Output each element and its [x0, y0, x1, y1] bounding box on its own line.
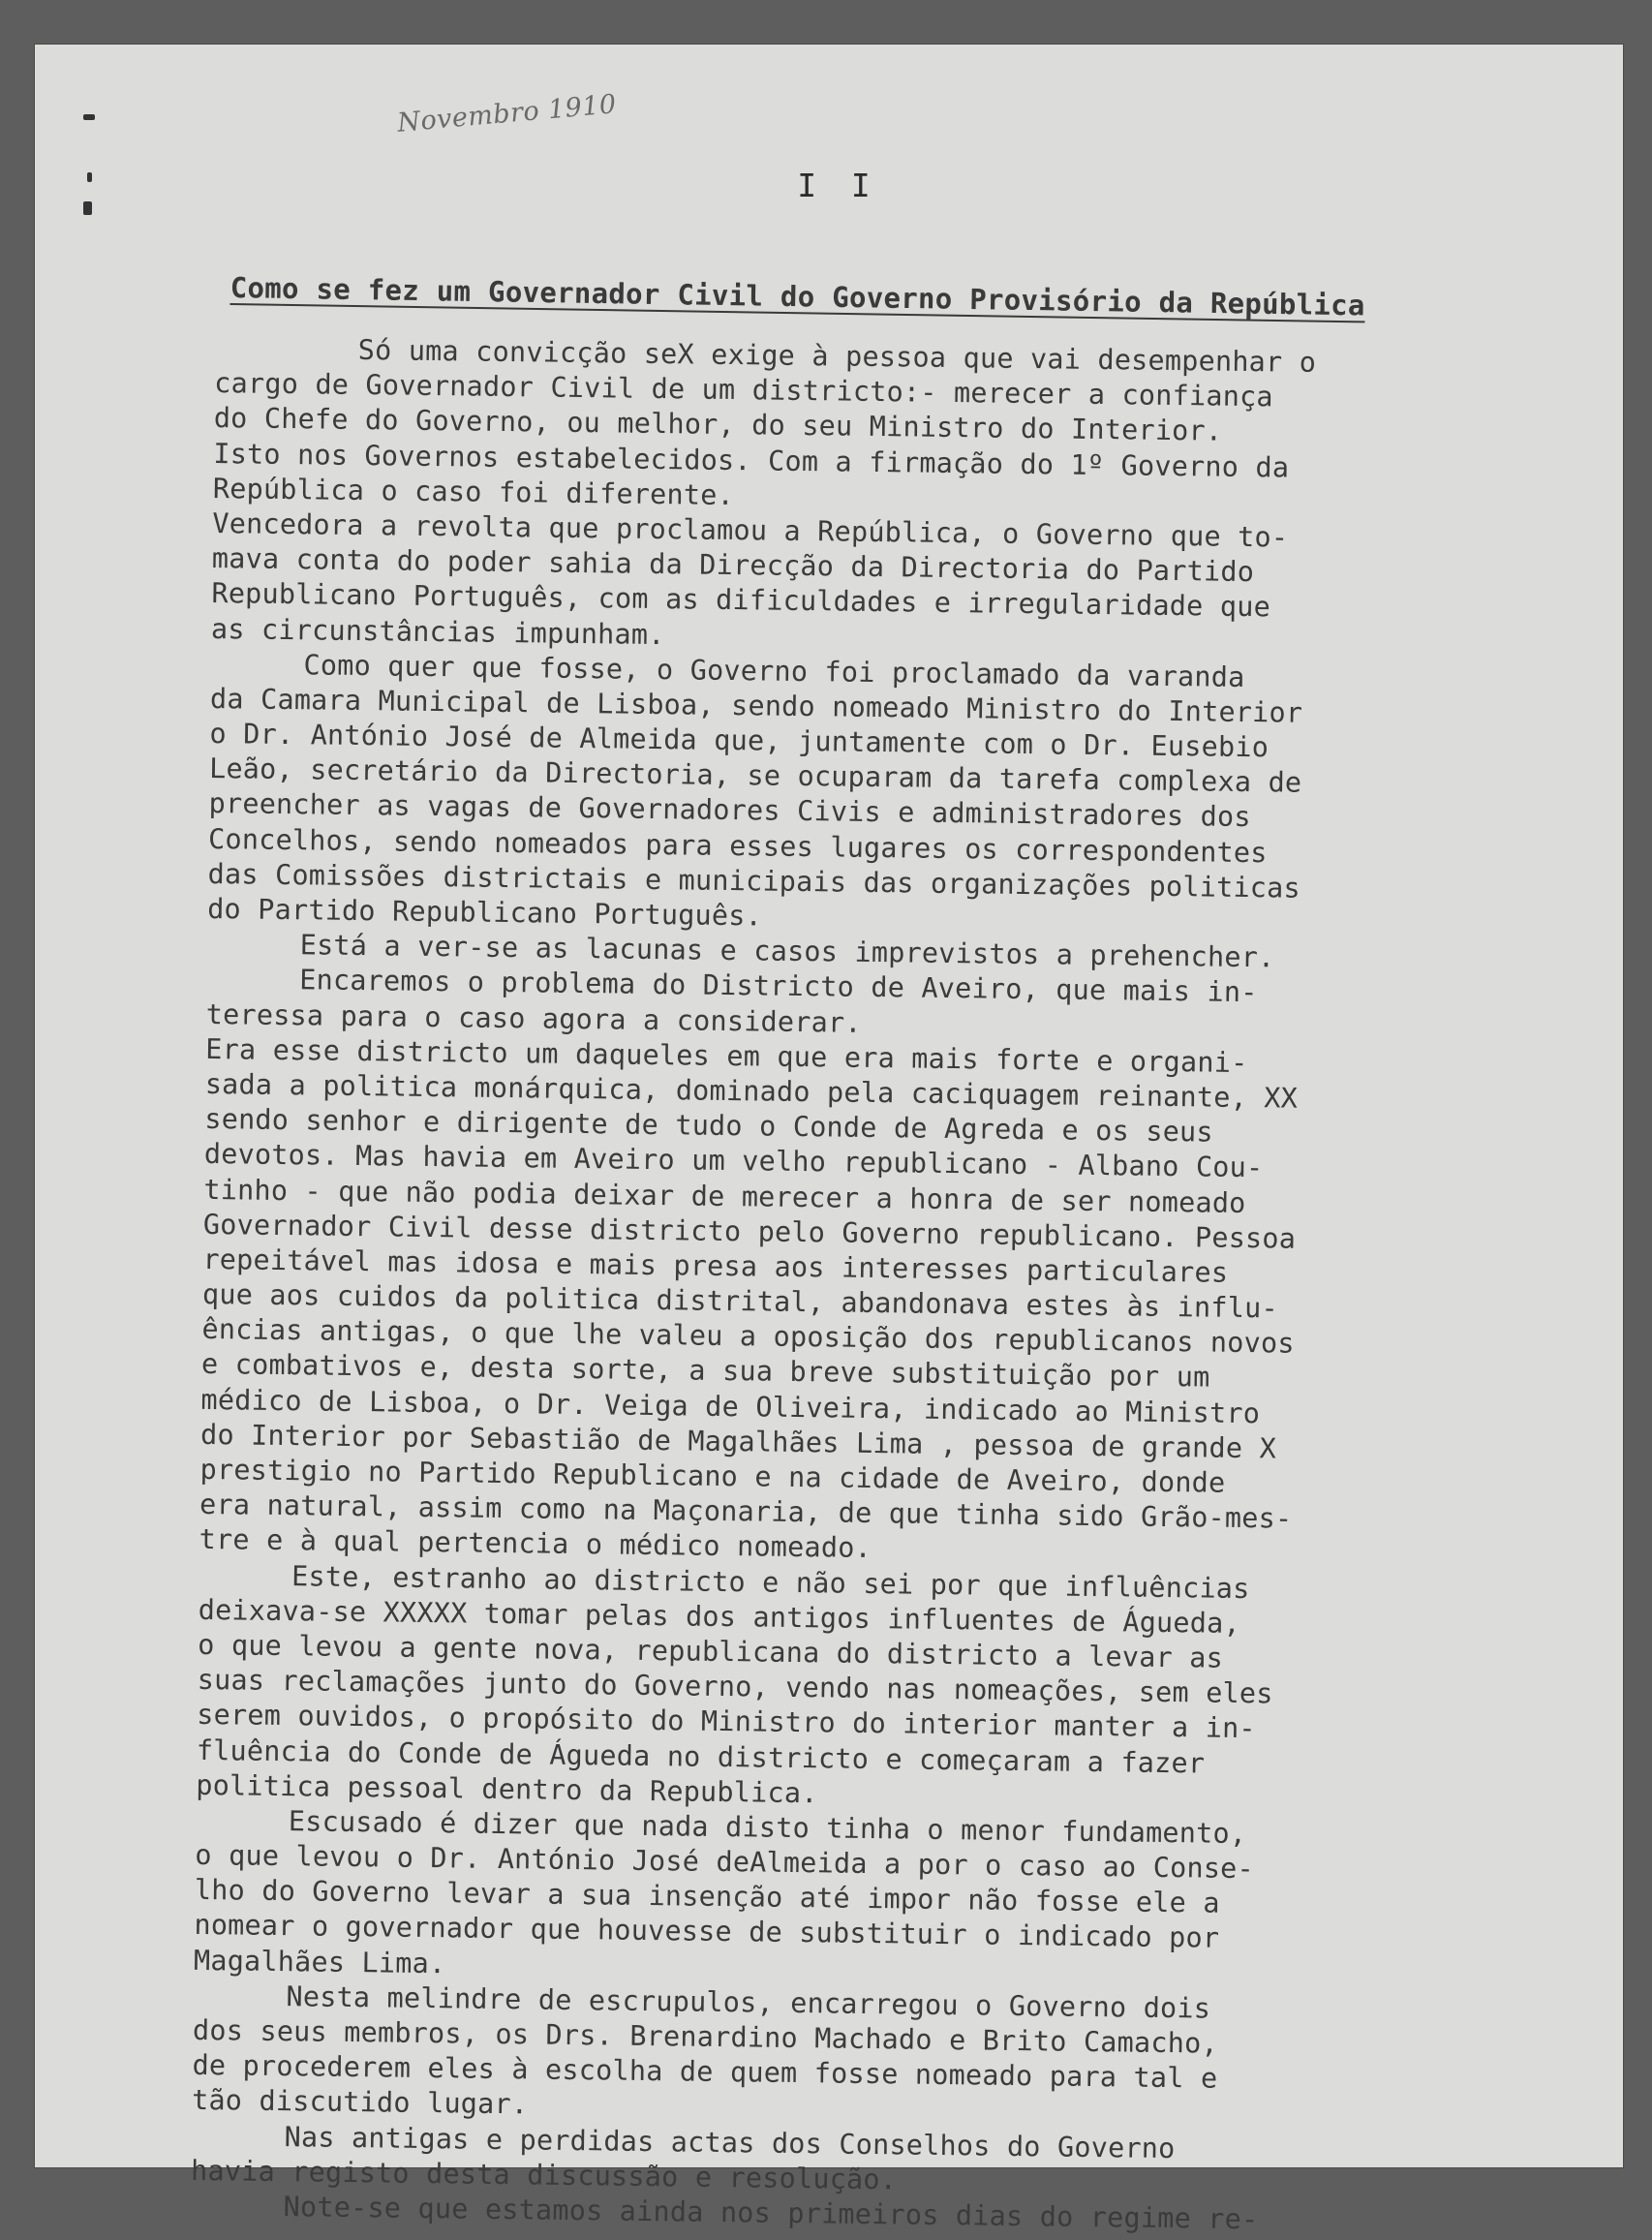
text-line: sendo senhor e dirigente de tudo o Conde de Agreda e os seus [204, 1103, 1213, 1149]
text-line: Leão, secretário da Directoria, se ocuparam da tarefa complexa de [208, 752, 1302, 799]
text-line: tinho - que não podia deixar de merecer a honra de ser nomeado [203, 1173, 1246, 1219]
text-line: Está a ver-se as lacunas e casos imprevistos a prehencher. [299, 929, 1275, 974]
text-line: Era esse districto um daqueles em que era mais forte e organi- [205, 1032, 1248, 1079]
handwritten-date-note: Novembro 1910 [396, 89, 618, 138]
text-line: médico de Lisboa, o Dr. Veiga de Oliveira, indicado ao Ministro [200, 1383, 1261, 1429]
text-line: da Camara Municipal de Lisboa, sendo nomeado Ministro do Interior [209, 682, 1303, 729]
text-line: deixava-se XXXXX tomar pelas dos antigos influentes de Águeda, [198, 1593, 1241, 1640]
text-line: República o caso foi diferente. [212, 472, 735, 511]
text-line: havia registo desta discussão e resolução. [190, 2154, 898, 2196]
text-line: era natural, assim como na Maçonaria, de que tinha sido Grão-mes- [199, 1488, 1293, 1535]
text-line: do Partido Republicano Português. [206, 892, 763, 933]
text-line: preencher as vagas de Governadores Civis e administradores dos [208, 787, 1251, 834]
section-number: I I [797, 167, 878, 204]
text-line: Este, estranho ao districto e não sei por que influências [291, 1559, 1250, 1605]
text-line: Nas antigas e perdidas actas dos Conselhos do Governo [284, 2120, 1176, 2164]
text-line: devotos. Mas havia em Aveiro um velho republicano - Albano Cou- [203, 1138, 1264, 1184]
text-line: Nesta melindre de escrupulos, encarregou o Governo dois [286, 1979, 1211, 2025]
text-line: das Comissões districtais e municipais das organizações politicas [207, 857, 1301, 905]
text-line: nomear o governador que houvesse de substituir o indicado por [194, 1909, 1220, 1955]
document-page [35, 45, 1623, 2236]
text-line: Isto nos Governos estabelecidos. Com a firmação do 1º Governo da [213, 437, 1290, 484]
text-line: tão discutido lugar. [191, 2084, 529, 2121]
text-line: as circunstâncias impunham. [210, 612, 665, 651]
text-line: repeitável mas idosa e mais presa aos interesses particulares [202, 1243, 1229, 1289]
text-line: ências antigas, o que lhe valeu a oposição dos republicanos novos [201, 1313, 1295, 1360]
text-line: cargo de Governador Civil de um districto:- merecer a confiança [214, 367, 1274, 414]
text-line: do Chefe do Governo, ou melhor, do seu Ministro do Interior. [213, 402, 1223, 447]
text-line: que aos cuidos da politica distrital, abandonava estes às influ- [201, 1277, 1279, 1325]
margin-mark-top [83, 114, 95, 120]
text-line: o que levou o Dr. António José deAlmeida a por o caso ao Conse- [195, 1838, 1255, 1886]
text-line: lho do Governo levar a sua insenção até impor não fosse ele a [194, 1874, 1220, 1919]
text-line: de procederem eles à escolha de quem fosse nomeado para tal e [192, 2049, 1218, 2095]
text-line: dos seus membros, os Drs. Brenardino Machado e Brito Camacho, [192, 2013, 1219, 2060]
text-line: sada a politica monárquica, dominado pela caciquagem reinante, XX [204, 1067, 1299, 1115]
text-line: Concelhos, sendo nomeados para esses lugares os correspondentes [207, 822, 1268, 869]
text-line: Só uma convicção seX exige à pessoa que vai desempenhar o [357, 333, 1317, 379]
text-line: Escusado é dizer que nada disto tinha o menor fundamento, [288, 1805, 1247, 1850]
text-line: suas reclamações junto do Governo, vendo nas nomeações, sem eles [197, 1664, 1273, 1710]
text-line: o Dr. António José de Almeida que, juntamente com o Dr. Eusebio [209, 718, 1270, 764]
text-line: o que levou a gente nova, republicana do districto a levar as [198, 1628, 1224, 1674]
text-line: Note-se que estamos ainda nos primeiros dias do regime re- [283, 2191, 1259, 2236]
text-line: serem ouvidos, o propósito do Ministro do interior manter a in- [197, 1699, 1257, 1745]
body-text [190, 331, 1492, 2240]
text-line: do Interior por Sebastião de Magalhães Lima , pessoa de grande X [199, 1418, 1277, 1465]
text-line: Vencedora a revolta que proclamou a República, o Governo que to- [212, 506, 1289, 554]
text-line: tre e à qual pertencia o médico nomeado. [199, 1523, 872, 1565]
text-line: Magalhães Lima. [193, 1944, 446, 1979]
text-line: politica pessoal dentro da Republica. [196, 1768, 818, 1809]
text-line: Encaremos o problema do Districto de Aveiro, que mais in- [299, 964, 1258, 1009]
chapter-title: Como se fez um Governador Civil do Governo Provisório da República [229, 271, 1365, 322]
text-line: e combativos e, desta sorte, a sua breve substituição por um [200, 1348, 1210, 1394]
text-line: prestigio no Partido Republicano e na cidade de Aveiro, donde [199, 1453, 1226, 1499]
text-line: mava conta do poder sahia da Direcção da Directoria do Partido [211, 542, 1255, 589]
text-line: teressa para o caso agora a considerar. [205, 997, 862, 1039]
text-line: Republicano Português, com as dificuldades e irregularidade que [211, 577, 1271, 624]
text-line: Como quer que fosse, o Governo foi proclamado da varanda [303, 648, 1245, 693]
text-line: fluência do Conde de Águeda no districto e começaram a fazer [196, 1734, 1206, 1780]
text-line: Governador Civil desse districto pelo Governo republicano. Pessoa [202, 1208, 1297, 1255]
